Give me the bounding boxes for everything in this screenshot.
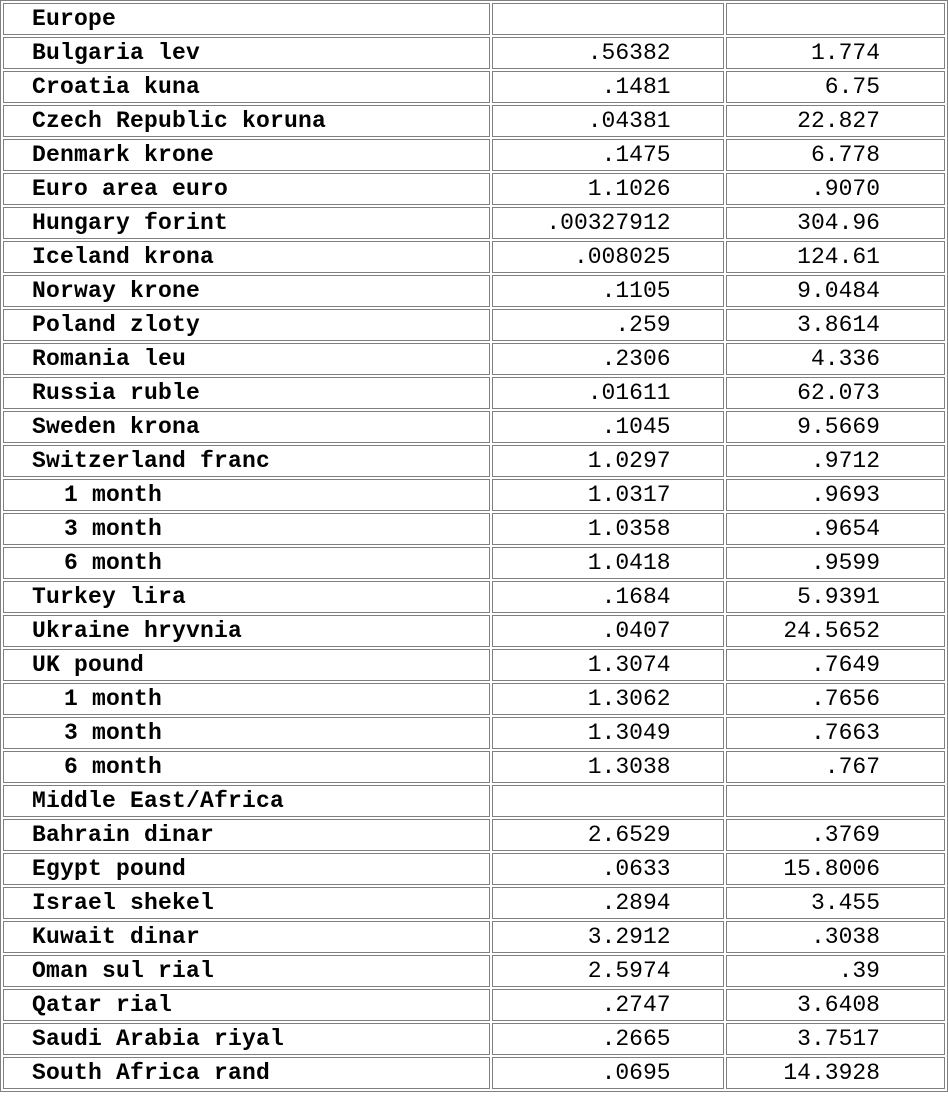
currency-name: South Africa rand [3,1057,490,1089]
table-row [3,445,945,477]
currency-name: Bahrain dinar [3,819,490,851]
usd-equivalent-value: 1.3062 [492,683,724,715]
usd-equivalent-value: .1105 [492,275,724,307]
usd-equivalent-value: .259 [492,309,724,341]
table-row [3,105,945,137]
currency-name: 6 month [3,751,490,783]
currency-per-usd-value: 124.61 [726,241,945,273]
currency-per-usd-value: .39 [726,955,945,987]
table-row [3,139,945,171]
currency-name: Czech Republic koruna [3,105,490,137]
currency-per-usd-value: 6.75 [726,71,945,103]
usd-equivalent-value: .1045 [492,411,724,443]
table-row [3,1023,945,1055]
currency-name: Qatar rial [3,989,490,1021]
currency-per-usd-value [726,785,945,817]
currency-name: Poland zloty [3,309,490,341]
usd-equivalent-value: .2306 [492,343,724,375]
currency-per-usd-value: .767 [726,751,945,783]
table-row [3,173,945,205]
table-row [3,649,945,681]
currency-per-usd-value: .7663 [726,717,945,749]
currency-per-usd-value: 14.3928 [726,1057,945,1089]
table-row [3,955,945,987]
currency-name: 1 month [3,683,490,715]
currency-per-usd-value: .3038 [726,921,945,953]
currency-name: Norway krone [3,275,490,307]
usd-equivalent-value: 1.3074 [492,649,724,681]
table-row [3,887,945,919]
usd-equivalent-value: 1.0418 [492,547,724,579]
usd-equivalent-value: 1.1026 [492,173,724,205]
currency-per-usd-value: 22.827 [726,105,945,137]
usd-equivalent-value: .2894 [492,887,724,919]
region-header-row [3,785,945,817]
usd-equivalent-value: .0407 [492,615,724,647]
currency-per-usd-value: 3.7517 [726,1023,945,1055]
table-row [3,819,945,851]
currency-name: Croatia kuna [3,71,490,103]
currency-per-usd-value [726,3,945,35]
table-row [3,37,945,69]
currency-per-usd-value: 4.336 [726,343,945,375]
currency-name: Oman sul rial [3,955,490,987]
currency-per-usd-value: 3.6408 [726,989,945,1021]
usd-equivalent-value: 1.3049 [492,717,724,749]
currency-name: Kuwait dinar [3,921,490,953]
currency-per-usd-value: 24.5652 [726,615,945,647]
table-row [3,751,945,783]
table-row [3,1057,945,1089]
region-header-row [3,3,945,35]
currency-rates-body [3,3,945,1089]
table-row [3,309,945,341]
table-row [3,275,945,307]
currency-name: Russia ruble [3,377,490,409]
currency-per-usd-value: .7649 [726,649,945,681]
currency-per-usd-value: .9693 [726,479,945,511]
currency-name: Egypt pound [3,853,490,885]
usd-equivalent-value [492,3,724,35]
table-row [3,71,945,103]
currency-name: Hungary forint [3,207,490,239]
usd-equivalent-value: 1.0317 [492,479,724,511]
table-row [3,343,945,375]
currency-name: Israel shekel [3,887,490,919]
currency-name: Bulgaria lev [3,37,490,69]
currency-per-usd-value: .9654 [726,513,945,545]
usd-equivalent-value: .56382 [492,37,724,69]
currency-name: UK pound [3,649,490,681]
table-row [3,683,945,715]
usd-equivalent-value: 1.0297 [492,445,724,477]
currency-per-usd-value: 304.96 [726,207,945,239]
currency-name: Romania leu [3,343,490,375]
currency-name: Turkey lira [3,581,490,613]
usd-equivalent-value: .2665 [492,1023,724,1055]
table-row [3,717,945,749]
usd-equivalent-value: 2.6529 [492,819,724,851]
usd-equivalent-value: 2.5974 [492,955,724,987]
currency-name: 1 month [3,479,490,511]
currency-per-usd-value: .7656 [726,683,945,715]
usd-equivalent-value: .00327912 [492,207,724,239]
currency-per-usd-value: 62.073 [726,377,945,409]
usd-equivalent-value: .0633 [492,853,724,885]
table-row [3,547,945,579]
table-row [3,479,945,511]
currency-name: Ukraine hryvnia [3,615,490,647]
currency-per-usd-value: 5.9391 [726,581,945,613]
currency-name: 3 month [3,717,490,749]
usd-equivalent-value: .01611 [492,377,724,409]
currency-name: Switzerland franc [3,445,490,477]
usd-equivalent-value: .1684 [492,581,724,613]
currency-per-usd-value: .9070 [726,173,945,205]
table-row [3,921,945,953]
currency-name: Sweden krona [3,411,490,443]
table-row [3,411,945,443]
usd-equivalent-value: .1475 [492,139,724,171]
currency-name: Saudi Arabia riyal [3,1023,490,1055]
currency-name: 6 month [3,547,490,579]
usd-equivalent-value: 1.0358 [492,513,724,545]
usd-equivalent-value: 1.3038 [492,751,724,783]
currency-per-usd-value: 15.8006 [726,853,945,885]
table-row [3,581,945,613]
usd-equivalent-value: .1481 [492,71,724,103]
currency-per-usd-value: .9599 [726,547,945,579]
usd-equivalent-value: .008025 [492,241,724,273]
table-row [3,989,945,1021]
currency-name: Denmark krone [3,139,490,171]
usd-equivalent-value: .0695 [492,1057,724,1089]
currency-name: Iceland krona [3,241,490,273]
usd-equivalent-value: .2747 [492,989,724,1021]
usd-equivalent-value: 3.2912 [492,921,724,953]
currency-per-usd-value: 6.778 [726,139,945,171]
usd-equivalent-value [492,785,724,817]
currency-name: Euro area euro [3,173,490,205]
currency-per-usd-value: .3769 [726,819,945,851]
usd-equivalent-value: .04381 [492,105,724,137]
region-label: Europe [3,3,490,35]
currency-per-usd-value: 9.0484 [726,275,945,307]
currency-per-usd-value: .9712 [726,445,945,477]
region-label: Middle East/Africa [3,785,490,817]
table-row [3,853,945,885]
table-row [3,377,945,409]
table-row [3,241,945,273]
table-row [3,207,945,239]
currency-per-usd-value: 9.5669 [726,411,945,443]
currency-per-usd-value: 3.455 [726,887,945,919]
currency-per-usd-value: 1.774 [726,37,945,69]
currency-name: 3 month [3,513,490,545]
currency-per-usd-value: 3.8614 [726,309,945,341]
table-row [3,615,945,647]
table-row [3,513,945,545]
